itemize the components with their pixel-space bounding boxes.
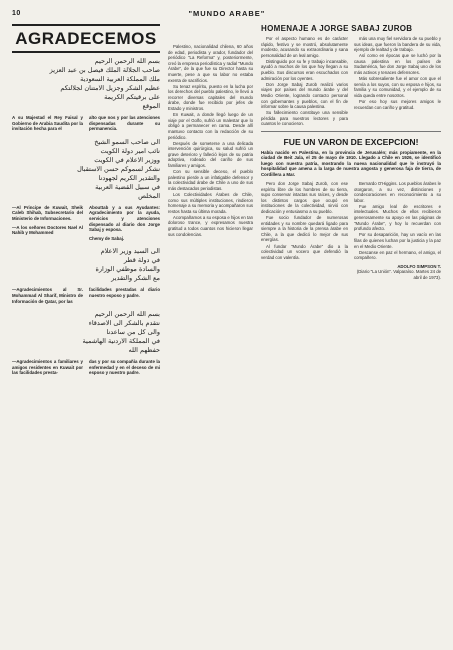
arabic-telegram-2 [12,138,160,201]
caption-family-cont: das y por su compañía durante la enfermedad y en el deceso de mi esposo y nuestro padre. [89,359,160,376]
paragraph: Por su desaparición, hay un vacío en las filas de quienes luchan por la justicia y la paz en el Medio Oriente. [354,232,441,249]
paragraph: Fue socio fundador de numerosas entidades y su nombre quedará ligado para siempre a la historia de la prensa árabe en Chile, a la que dedicó lo mejor de sus energías. [261,215,348,243]
paragraph: Pero don Jorge Sabaj Zurob, con ese espíritu libre de los hombres de su tierra, supo conservar intactas sus raíces, y desde los distintos cargos que ocupó en instituciones de la colectividad, sirvió con dedicación y entusiasmo a su pueblo. [261,181,348,214]
page-header [12,8,443,18]
paragraph: Su tenaz espíritu, puesto en la lucha por los derechos del pueblo palestino, le llevó a recorrer diversas capitales del mundo árabe, donde fue recibido por jefes de Estado y ministros. [168,83,253,112]
article-title: HOMENAJE A JORGE SABAJ ZUROB [261,24,413,33]
paragraph: Don Jorge Sabaj Zurob realizó varios viajes por países del mundo árabe y del Medio Oriente, logrando contacto personal con gobernantes y pueblos, con el fin de informar sobre la causa palestina. [261,81,348,110]
section-title: FUE UN VARON DE EXCEPCION! [283,136,419,147]
arabic-line: المخلص [138,191,160,200]
caption-saudi: A su Majestad el Rey Faisal y Gobierno de Arabia Saudita por la invitación hecha para el [12,115,83,132]
article-col-3 [261,181,348,280]
arabic-line: حفظهم الله [128,346,160,355]
arabic-line: صاحب الجلالة الملك فيصل بن عبد العزيز [49,66,160,74]
page-number: 10 [12,9,21,17]
caption-doctors: —A los señores Doctores Nael Al Nahib y Mohammed [12,224,83,236]
arabic-line: نشكر لسموكم حسن الاستقبال [77,164,160,173]
caption-qatar-cont: facilidades prestadas al diario nuestro esposo y padre. [89,287,160,298]
thanks-masthead: AGRADECEMOS [12,24,160,53]
paragraph: Palestino, nacionalidad chilena, 60 años de edad, periodista y orador, fundador del periódico "La Reforma" y, posteriormente, creó la empresa periodística y radial "Mundo Árabe", de la que fue su Director hasta su muerte, pese a que su labor no estaba exenta de sacrificios. [168,44,253,83]
article-col-4 [354,181,441,280]
article-col-2 [354,36,441,128]
paragraph: Por el aspecto humano es de carácter rápido, festivo y se mostró, absolutamente modesto, acusando su extraordinaria y sana personalidad de un leal amigo. [261,36,348,58]
arabic-line: والتقدير الكريم لجهودنا [98,173,160,182]
arabic-line: الى صاحب السمو الشيخ [94,137,160,146]
arabic-line: الموقع [142,102,160,110]
tribute-article [261,24,441,648]
arabic-line: في المملكة الاردنية الهاشمية [82,337,160,346]
arabic-line: والسادة موظفي الوزارة [95,265,160,274]
caption-family: —Agradecimientos a familiares y amigos residentes en Kuwait por las facilidades presta- [12,359,83,376]
arabic-telegram-1 [12,57,160,111]
arabic-line: الى السيد وزير الاعلام [100,247,160,256]
paragraph: Después de someterse a una delicada intervención quirúrgica, su salud sufrió un grave deterioro y falleció lejos de su patria adoptiva, rodeado del cariño de sus familiares y amigos. [168,140,253,168]
author-signature [354,264,441,280]
arabic-line: نائب امير دولة الكويت [100,146,160,155]
author-name: ADOLFO SIMPSON T. [397,263,441,269]
arabic-line: نتقدم بالشكر الى الاصدقاء [88,319,160,328]
arabic-telegram-3 [12,247,160,283]
caption-doctors-cont: Chemy de Sabaj. [89,235,125,241]
arabic-line: والى كل من ساعدنا [106,328,160,337]
paragraph: Por eso hoy sus mejores amigos le recuerdan con cariño y gratitud. [354,99,441,110]
paragraph: Al fundar "Mundo Árabe" dio a la colectividad un vocero que defendió la verdad con valentía. [261,243,348,260]
paragraph: Bernardo O'Higgins. Los pueblos árabes le otorgaron, a su vez, distinciones y condecoraciones en reconocimiento a su labor. [354,181,441,203]
arabic-line: بسم الله الرحمن الرحيم [94,310,160,319]
paragraph: Fue amigo leal de escritores e intelectuales. Muchos de ellos recibieron generosamente su apoyo en las páginas de "Mundo Árabe", y hoy lo recuerdan con profundo afecto. [354,203,441,232]
paragraph: En Kuwait, a donde llegó luego de un viaje por el Golfo, sufrió un malestar que lo obligó a permanecer en cama. Desde allí mantuvo contacto con la redacción de su periódico. [168,112,253,140]
paragraph: Más sobresaliente fue el amor con que el servía a los suyos, con su esposa e hijos, su familia y su comunidad, y el ejemplo de su vida queda entre nosotros. [354,76,441,98]
arabic-line: على برقيتكم الكريمة [104,93,160,101]
arabic-line: ووزير الاعلام في الكويت [94,155,160,164]
arabic-line: ملك المملكة العربية السعودية [80,75,160,83]
arabic-line: في سبيل القضية العربية [95,182,160,191]
paragraph: Descanse en paz el hermano, el amigo, el compañero. [354,249,441,261]
paragraph: Los Colectividades Árabes de Chile, como sus múltiples instituciones, rindieron homenaje a su memoria y acompañaron sus restos hasta su última morada. [168,191,253,214]
paragraph: Acompañamos a su esposa e hijos en tan doloroso trance, y expresamos nuestra gratitud a todos cuantos nos hicieron llegar sus condolencias. [168,214,253,237]
paragraph: Con su sensible deceso, el pueblo palestino pierde a un infatigable defensor y la colectividad árabe de Chile a uno de sus más destacados periodistas. [168,169,253,191]
journal-title: "MUNDO ARABE" [188,8,266,18]
caption-qatar: —Agradecimientos al Sr. Mohammad Al Sharif, Ministro de Información de Qatar, por las [12,287,83,304]
arabic-line: في دولة قطر [123,256,160,265]
article-col-1 [261,36,348,128]
paragraph: Así como en épocas que se luchó por la causa palestina en los países de Sudamérica, fue don Jorge Sabaj uno de los más activos y tenaces defensores. [354,53,441,76]
middle-body [168,44,253,237]
tribute-middle-column [168,24,253,648]
arabic-line: مع الشكر والتقدير [111,274,160,283]
caption-kuwait-cont: Abouttab y a sus Ayudantes: Agradecimiento por la ayuda, servicios y atenciones dispensado al diario don Jorge Sabaj y esposa. [89,204,160,233]
section-divider [261,131,441,132]
paragraph: Su fallecimiento constituye una sensible pérdida para nuestros lectores y para cuantos le conocieron. [261,110,348,127]
caption-saudi-cont: alto que nos y por las atenciones dispensadas durante su permanencia. [89,115,160,132]
paragraph: Distinguido por su fe y trabajo incansable, ayudó a muchos de los que hoy llegan a su pueblo. Sus discursos eran escuchados con admiración por los oyentes. [261,58,348,81]
thanks-column [12,24,160,648]
source-note: (Diario "La Unión". Valparaíso. Martes 24 de abril de 1973). [356,269,441,280]
arabic-line: عظيم الشكر وجزيل الامتنان لجلالتكم [60,84,160,92]
arabic-telegram-4 [12,310,160,355]
caption-kuwait: —Al Principe de Kuwait, Sheik Caleb Shihab, Subsecretario del Ministerio de Informaciones. [12,204,83,221]
paragraph: más una muy fiel servidora de su pueblo y sus ideas, que fueron la bandera de su vida, ejemplo de lealtad y de trabajo. [354,36,441,53]
section-intro: Había nacido en Palestina, en la provincia de Jerusalén; más propiamente, en la ciudad de Beit Jala, el 25 de mayo de 1910. Llegado a Chile en 1926, se identificó luego con nuestra patria, mostrando la nueva nacionalidad que le instruyó la hospitalidad que amena a la larga de nuestra angosta y generosa faja de tierra, de Cordillera a Mar. [261,149,441,177]
arabic-line: بسم الله الرحمن الرحيم [94,57,160,65]
